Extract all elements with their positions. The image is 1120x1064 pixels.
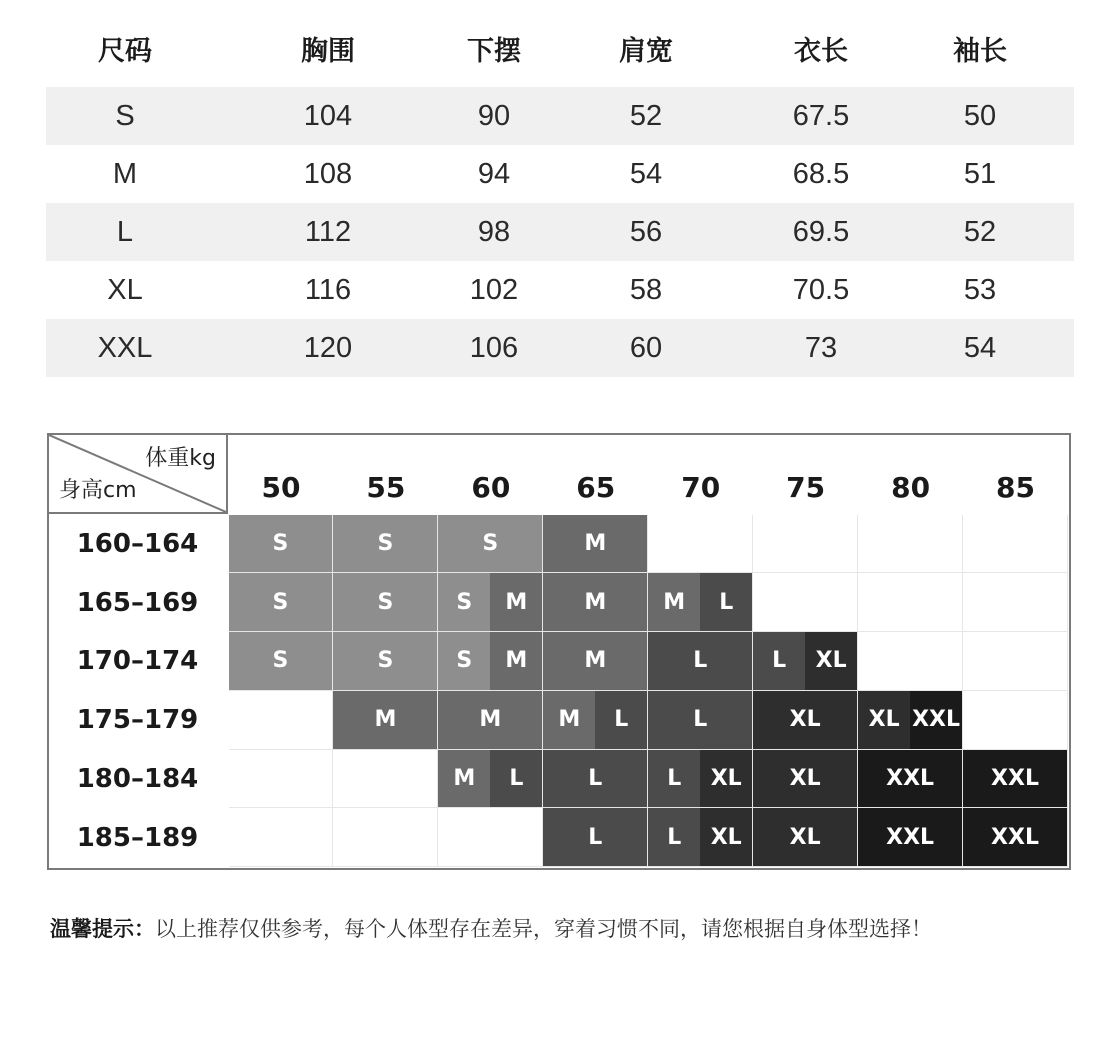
size-recommendation-cell (753, 808, 858, 867)
size-label: S (333, 573, 437, 631)
sleeve-cell: 51 (963, 157, 997, 190)
height-row-header: 185–189 (76, 822, 199, 853)
size-recommendation-cell (229, 750, 334, 809)
size-recommendation-cell (229, 573, 334, 632)
header-sleeve: 袖长 (953, 35, 1007, 67)
measurement-row (46, 319, 1074, 377)
size-label: M (543, 573, 647, 631)
size-recommendation-cell (858, 808, 963, 867)
size-label: M (438, 691, 542, 749)
size-label: XL (753, 808, 857, 866)
size-label: L (648, 691, 752, 749)
size-label: M (543, 691, 595, 749)
footnote-label: 温馨提示： (50, 917, 155, 941)
size-label: L (595, 691, 647, 749)
shoulder-cell: 58 (629, 273, 663, 306)
size-label: XL (858, 691, 910, 749)
footnote (50, 913, 932, 943)
size-label: M (543, 632, 647, 690)
size-recommendation-cell (333, 515, 438, 574)
chest-cell: 108 (303, 157, 353, 190)
size-recommendation-cell (438, 573, 543, 632)
header-hem: 下摆 (467, 35, 521, 67)
header-chest: 胸围 (301, 35, 355, 67)
measurement-row (46, 87, 1074, 145)
size-label: S (333, 515, 437, 573)
size-recommendation-cell (858, 750, 963, 809)
sleeve-cell: 52 (963, 215, 997, 248)
height-row-header: 180–184 (76, 763, 199, 794)
size-recommendation-cell (963, 750, 1068, 809)
size-label: L (490, 750, 542, 808)
weight-column-header: 50 (261, 471, 301, 504)
size-label: S (438, 515, 542, 573)
size-recommendation-cell (963, 573, 1068, 632)
measurement-row (46, 203, 1074, 261)
size-recommendation-cell (438, 515, 543, 574)
length-cell: 69.5 (792, 215, 850, 248)
size-recommendation-cell (963, 515, 1068, 574)
size-label: XL (753, 750, 857, 808)
chest-cell: 104 (303, 99, 353, 132)
size-recommendation-cell (333, 691, 438, 750)
size-label: L (543, 750, 647, 808)
size-recommendation-cell (648, 632, 753, 691)
size-label: XL (753, 691, 857, 749)
size-label: XXL (910, 691, 962, 749)
size-recommendation-cell (753, 750, 858, 809)
size-recommendation-cell (963, 691, 1068, 750)
size-recommendation-cell (858, 515, 963, 574)
sleeve-cell: 54 (963, 331, 997, 364)
size-cell: XL (107, 273, 143, 306)
size-label: S (333, 632, 437, 690)
height-row-header: 170–174 (76, 646, 199, 677)
weight-axis-label: 体重kg (145, 446, 216, 471)
size-recommendation-cell (858, 691, 963, 750)
chest-cell: 112 (304, 215, 352, 248)
size-recommendation-cell (543, 808, 648, 867)
length-cell: 70.5 (792, 273, 850, 306)
shoulder-cell: 52 (629, 99, 663, 132)
size-cell: M (112, 157, 138, 190)
hem-cell: 94 (477, 157, 511, 190)
size-label: L (543, 808, 647, 866)
size-recommendation-cell (858, 632, 963, 691)
weight-column-header: 55 (366, 471, 406, 504)
size-label: L (700, 573, 752, 631)
size-recommendation-cell (229, 691, 334, 750)
size-recommendation-cell (543, 691, 648, 750)
size-cell: XXL (97, 331, 153, 364)
weight-column-header: 65 (576, 471, 616, 504)
size-recommendation-cell (753, 515, 858, 574)
size-label: L (648, 808, 700, 866)
sleeve-cell: 53 (963, 273, 997, 306)
size-label: L (648, 632, 752, 690)
size-label: M (543, 515, 647, 573)
hem-cell: 106 (469, 331, 519, 364)
hem-cell: 98 (477, 215, 511, 248)
length-cell: 68.5 (792, 157, 850, 190)
chest-cell: 116 (304, 273, 352, 306)
size-cell: S (115, 99, 135, 132)
size-recommendation-cell (229, 808, 334, 867)
size-label: M (490, 632, 542, 690)
weight-column-header: 60 (471, 471, 511, 504)
header-size: 尺码 (98, 35, 152, 67)
size-recommendation-cell (753, 573, 858, 632)
size-recommendation-cell (648, 691, 753, 750)
size-label: XXL (963, 750, 1067, 808)
measurement-row (46, 145, 1074, 203)
size-label: M (438, 750, 490, 808)
measurement-row (46, 261, 1074, 319)
shoulder-cell: 54 (629, 157, 663, 190)
size-label: S (438, 632, 490, 690)
size-recommendation-cell (543, 515, 648, 574)
size-label: M (333, 691, 437, 749)
size-recommendation-cell (229, 632, 334, 691)
length-cell: 73 (804, 331, 838, 364)
size-recommendation-cell (543, 750, 648, 809)
size-label: XL (700, 808, 752, 866)
measurement-header-row (46, 20, 1074, 76)
size-recommendation-cell (438, 632, 543, 691)
size-label: XL (700, 750, 752, 808)
size-recommendation-cell (963, 808, 1068, 867)
size-recommendation-cell (438, 691, 543, 750)
weight-column-header: 85 (996, 471, 1036, 504)
header-length: 衣长 (794, 35, 848, 67)
height-row-header: 165–169 (76, 587, 199, 618)
size-label: M (490, 573, 542, 631)
size-recommendation-cell (753, 691, 858, 750)
size-label: S (229, 632, 333, 690)
size-label: S (229, 573, 333, 631)
size-recommendation-grid (47, 433, 1071, 870)
size-label: XXL (858, 750, 962, 808)
length-cell: 67.5 (792, 99, 850, 132)
grid-corner-header (49, 435, 228, 514)
weight-column-header: 70 (681, 471, 721, 504)
height-axis-label: 身高cm (59, 478, 137, 503)
size-recommendation-cell (333, 632, 438, 691)
size-recommendation-cell (648, 573, 753, 632)
header-shoulder: 肩宽 (619, 35, 673, 67)
shoulder-cell: 60 (629, 331, 663, 364)
size-label: S (229, 515, 333, 573)
size-label: S (438, 573, 490, 631)
chest-cell: 120 (303, 331, 353, 364)
shoulder-cell: 56 (629, 215, 663, 248)
size-recommendation-cell (333, 808, 438, 867)
weight-column-header: 75 (786, 471, 826, 504)
hem-cell: 90 (477, 99, 511, 132)
size-recommendation-cell (543, 573, 648, 632)
size-recommendation-cell (648, 808, 753, 867)
size-label: M (648, 573, 700, 631)
size-label: XXL (858, 808, 962, 866)
size-label: XL (805, 632, 857, 690)
hem-cell: 102 (469, 273, 519, 306)
size-recommendation-cell (333, 573, 438, 632)
size-recommendation-cell (438, 808, 543, 867)
size-recommendation-cell (648, 750, 753, 809)
weight-column-header: 80 (891, 471, 931, 504)
size-recommendation-cell (543, 632, 648, 691)
size-label: L (753, 632, 805, 690)
sleeve-cell: 50 (963, 99, 997, 132)
height-row-header: 175–179 (76, 705, 199, 736)
size-recommendation-cell (753, 632, 858, 691)
size-recommendation-cell (858, 573, 963, 632)
size-recommendation-cell (229, 515, 334, 574)
footnote-text: 以上推荐仅供参考，每个人体型存在差异，穿着习惯不同，请您根据自身体型选择！ (155, 917, 932, 941)
size-recommendation-cell (648, 515, 753, 574)
size-recommendation-cell (963, 632, 1068, 691)
height-row-header: 160–164 (76, 528, 199, 559)
size-recommendation-cell (333, 750, 438, 809)
size-label: XXL (963, 808, 1067, 866)
size-cell: L (116, 215, 134, 248)
size-measurement-table (46, 20, 1074, 377)
size-recommendation-cell (438, 750, 543, 809)
size-label: L (648, 750, 700, 808)
